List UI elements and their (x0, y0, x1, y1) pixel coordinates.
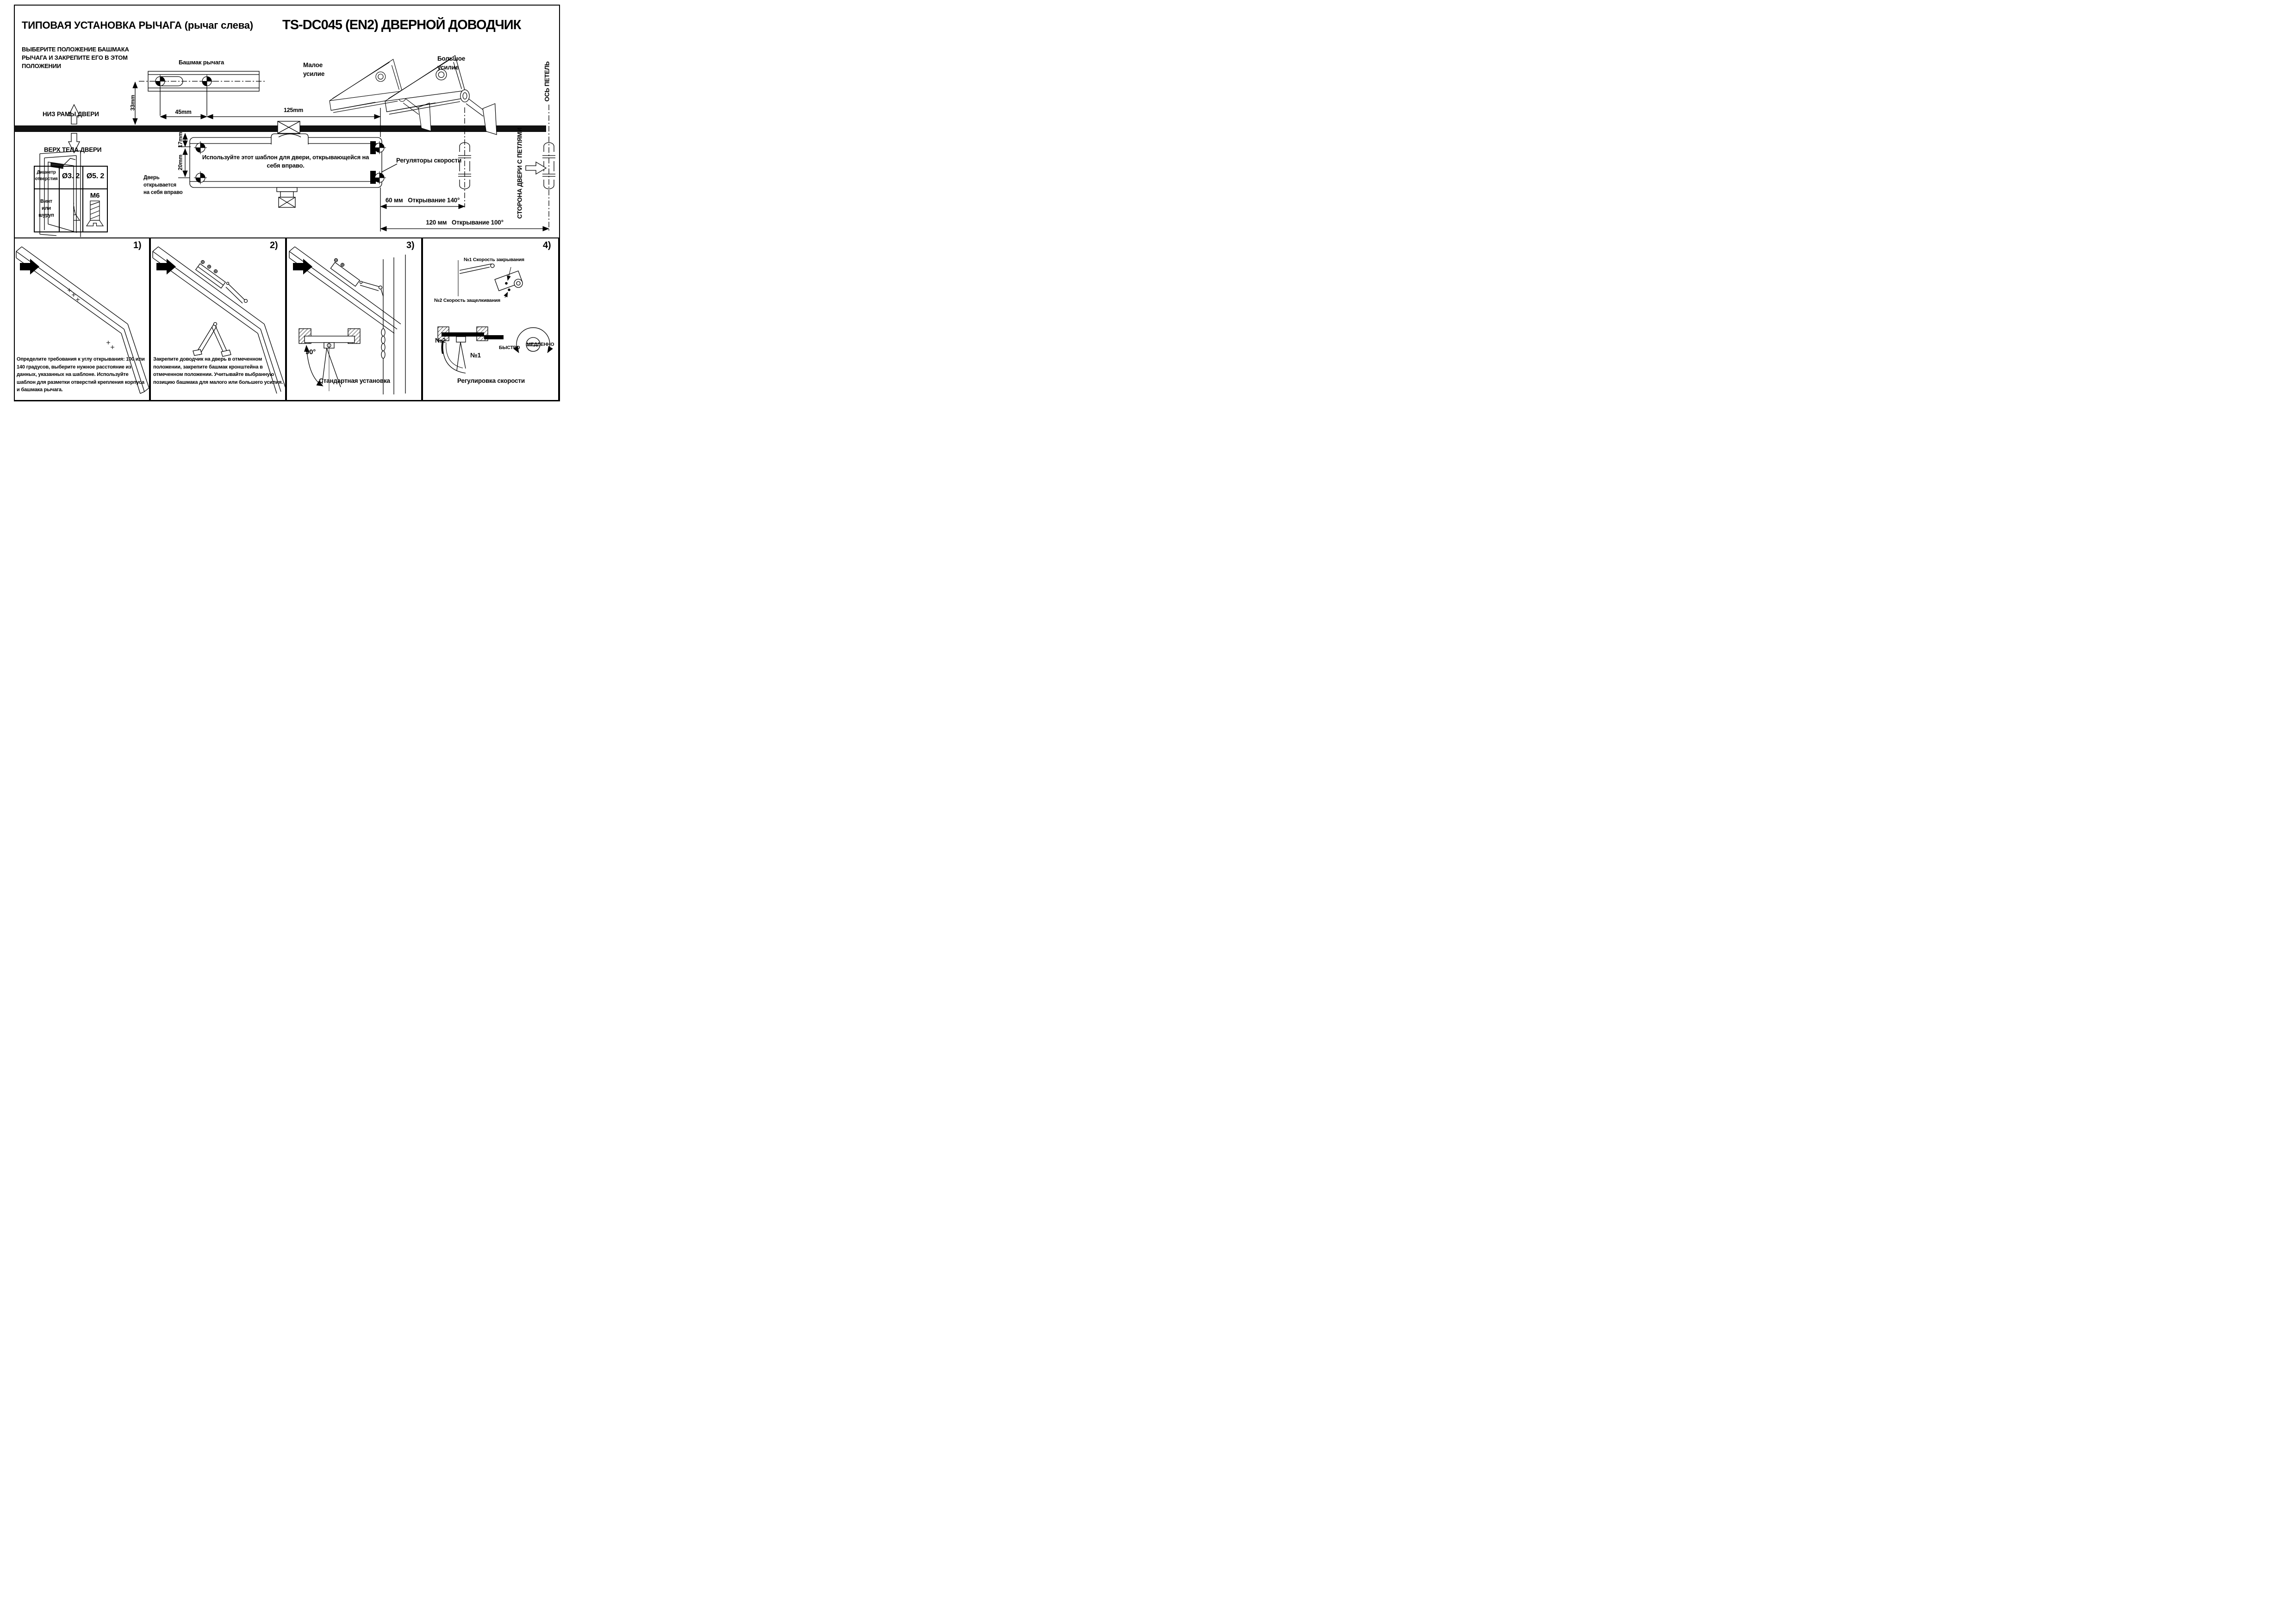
panel2-number: 2) (270, 240, 278, 250)
opening-100-label: 120 мм Открывание 100° (426, 219, 504, 226)
spindle-bottom-drawing (277, 187, 297, 207)
latch-speed-label: №2 Скорость защелкивания (434, 298, 500, 303)
valve2-label: №2 (435, 337, 446, 344)
hinge-side-arrow-icon (526, 162, 546, 174)
door-opens-label: Дверь открывается на себя вправо (143, 175, 183, 196)
panel3-angle: 90° (305, 348, 316, 356)
close-speed-label: №1 Скорость закрывания (464, 257, 524, 262)
dim-45mm: 45mm (175, 109, 192, 115)
screw-type-label: Винт или шуруп (38, 199, 54, 218)
spindle-top-drawing (271, 121, 308, 144)
panel1-text: Определите требования к углу открывания: 100 или 140 градусов, выберите нужное расстояние из данных, указанных на шаблоне. Используйте шаблон для разметки отверстий крепления корпуса и башмака рычага. (17, 356, 145, 393)
speed-regulators-leader (381, 164, 397, 172)
dia-small-value: Ø3. 2 (62, 172, 80, 180)
table-divider (34, 188, 107, 189)
frame-bottom-label: НИЗ РАМЫ ДВЕРИ (43, 111, 99, 118)
panel4-number: 4) (543, 240, 551, 250)
page-title-left: ТИПОВАЯ УСТАНОВКА РЫЧАГА (рычаг слева) (22, 19, 253, 31)
speed-regulators-label: Регуляторы скорости (396, 157, 462, 164)
dia-large-value: Ø5. 2 (86, 172, 105, 180)
fast-label: БЫСТРО (499, 345, 520, 350)
m6-label: М6 (90, 192, 100, 200)
small-force-label: Малое усилие (303, 62, 325, 77)
hinge-axis-label: ОСЬ ПЕТЕЛЬ (543, 61, 551, 102)
hinge-side-label: СТОРОНА ДВЕРИ С ПЕТЛЯМИ (516, 127, 523, 219)
shoe-position-note: ВЫБЕРИТЕ ПОЛОЖЕНИЕ БАШМАКА РЫЧАГА И ЗАКРЕПИТЕ ЕГО В ЭТОМ ПОЛОЖЕНИИ (22, 46, 129, 70)
panel3-drawing (289, 247, 405, 394)
page-title-right: TS-DC045 (EN2) ДВЕРНОЙ ДОВОДЧИК (282, 18, 521, 32)
door-top-label: ВЕРХ ТЕЛА ДВЕРИ (44, 146, 102, 153)
panel4-caption: Регулировка скорости (457, 377, 525, 384)
panel3-caption: Стандартная установка (319, 377, 390, 384)
slow-label: МЕДЛЕННО (527, 342, 554, 347)
dim-33mm: 33mm (129, 95, 136, 111)
arm-shoe-label: Башмак рычага (178, 59, 224, 66)
dim-17mm: 17mm (177, 132, 184, 148)
panel3-number: 3) (406, 240, 415, 250)
valve1-label: №1 (470, 351, 481, 359)
large-force-label: Большое усилие (437, 55, 466, 71)
dim-125mm: 125mm (283, 107, 304, 113)
table-divider (82, 166, 83, 231)
arm-shoe-drawing (139, 71, 266, 91)
opening-140-label: 60 мм Открывание 140° (385, 197, 460, 204)
panel4-drawing (438, 260, 550, 373)
panel2-text: Закрепите доводчик на дверь в отмеченном положении, закрепите башмак кронштейна в отмеченном положении. Учитывайте выбранную позицию башмака для малого или большего усилия. (153, 356, 283, 385)
panel1-number: 1) (133, 240, 142, 250)
hole-diameter-label: Диаметр отверстия (35, 170, 58, 181)
table-divider (59, 166, 60, 231)
dim-20mm: 20mm (177, 155, 184, 170)
instruction-sheet (0, 0, 574, 406)
template-text: Используйте этот шаблон для двери, открывающейся на себя вправо. (202, 154, 369, 169)
